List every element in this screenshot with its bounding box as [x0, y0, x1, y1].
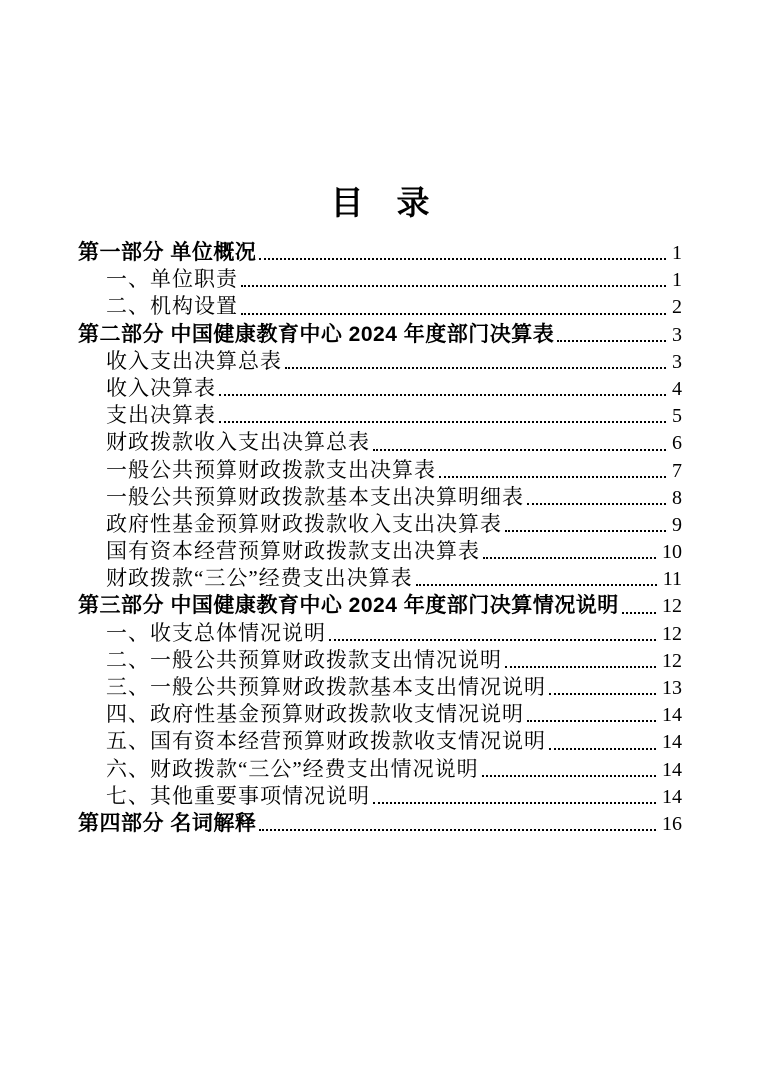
dot-leader — [554, 321, 668, 348]
toc-entry-label: 六、财政拨款“三公”经费支出情况说明 — [106, 756, 479, 781]
toc-entry — [78, 756, 682, 783]
page-title: 目 录 — [330, 186, 430, 222]
toc-entry-label: 支出决算表 — [106, 403, 216, 428]
toc-entry-page-number: 10 — [662, 541, 682, 564]
toc-entry-page-number: 11 — [662, 568, 682, 591]
dot-leader — [370, 783, 658, 810]
toc-entry — [78, 620, 682, 647]
toc-entry — [78, 348, 682, 375]
table-of-contents — [78, 239, 682, 837]
toc-entry-page-number: 7 — [672, 459, 682, 482]
toc-entry-page-number: 14 — [662, 785, 682, 808]
toc-entry-page-number: 6 — [672, 432, 682, 455]
toc-entry-page-number: 9 — [672, 513, 682, 536]
dot-leader — [238, 293, 668, 320]
toc-entry-label: 一般公共预算财政拨款基本支出决算明细表 — [106, 484, 524, 509]
toc-entry — [78, 511, 682, 538]
toc-entry-label: 政府性基金预算财政拨款收入支出决算表 — [106, 511, 502, 536]
dot-leader — [480, 538, 658, 565]
toc-entry-page-number: 2 — [672, 296, 682, 319]
toc-entry — [78, 728, 682, 755]
dot-leader — [413, 565, 659, 592]
toc-entry-label: 财政拨款“三公”经费支出决算表 — [106, 566, 413, 591]
toc-entry — [78, 484, 682, 511]
toc-entry — [78, 429, 682, 456]
toc-entry-page-number: 14 — [662, 731, 682, 754]
toc-entry-label: 五、国有资本经营预算财政拨款收支情况说明 — [106, 729, 546, 754]
toc-entry — [78, 783, 682, 810]
toc-entry — [78, 375, 682, 402]
dot-leader — [546, 728, 658, 755]
dot-leader — [436, 457, 668, 484]
toc-entry-page-number: 13 — [662, 677, 682, 699]
toc-entry-label: 三、一般公共预算财政拨款基本支出情况说明 — [106, 675, 546, 699]
toc-entry-label: 财政拨款收入支出决算总表 — [106, 430, 370, 455]
toc-entry-page-number: 3 — [672, 350, 682, 373]
toc-entry-page-number: 12 — [662, 595, 682, 618]
toc-entry — [78, 810, 682, 837]
dot-leader — [619, 592, 658, 619]
toc-entry-label: 二、一般公共预算财政拨款支出情况说明 — [106, 647, 502, 672]
toc-entry-label: 七、其他重要事项情况说明 — [106, 783, 370, 808]
toc-entry-label: 一、收支总体情况说明 — [106, 620, 326, 645]
toc-entry-page-number: 8 — [672, 486, 682, 509]
toc-entry — [78, 701, 682, 728]
toc-entry-page-number: 12 — [662, 622, 682, 645]
toc-entry — [78, 266, 682, 293]
toc-entry-page-number: 14 — [662, 758, 682, 781]
dot-leader — [282, 348, 668, 375]
dot-leader — [326, 620, 658, 647]
dot-leader — [479, 756, 658, 783]
dot-leader — [502, 647, 658, 674]
dot-leader — [546, 674, 658, 701]
toc-entry — [78, 402, 682, 429]
toc-entry-page-number: 5 — [672, 405, 682, 428]
toc-entry-label: 收入支出决算总表 — [106, 348, 282, 373]
dot-leader — [216, 402, 668, 429]
toc-entry — [78, 647, 682, 674]
dot-leader — [524, 484, 668, 511]
toc-entry-label: 第四部分 名词解释 — [78, 811, 257, 835]
toc-entry — [78, 457, 682, 484]
toc-entry-label: 收入决算表 — [106, 375, 216, 400]
toc-entry-label: 四、政府性基金预算财政拨款收支情况说明 — [106, 702, 524, 727]
dot-leader — [238, 266, 668, 293]
toc-entry-label: 二、机构设置 — [106, 294, 238, 319]
toc-entry-page-number: 14 — [662, 704, 682, 727]
toc-entry-label: 国有资本经营预算财政拨款支出决算表 — [106, 539, 480, 564]
toc-entry — [78, 565, 682, 592]
toc-entry — [78, 239, 682, 266]
toc-entry-page-number: 3 — [672, 323, 682, 346]
dot-leader — [216, 375, 668, 402]
toc-entry — [78, 674, 682, 701]
toc-entry-page-number: 4 — [672, 377, 682, 400]
toc-entry — [78, 538, 682, 565]
toc-entry — [78, 592, 682, 619]
dot-leader — [524, 701, 658, 728]
toc-entry-page-number: 1 — [672, 242, 682, 264]
dot-leader — [256, 810, 658, 837]
toc-entry-label: 一、单位职责 — [106, 267, 238, 292]
toc-entry-page-number: 12 — [662, 649, 682, 672]
toc-entry — [78, 293, 682, 320]
toc-entry-label: 一般公共预算财政拨款支出决算表 — [106, 457, 436, 482]
dot-leader — [502, 511, 668, 538]
toc-entry-page-number: 16 — [662, 812, 682, 835]
toc-entry-label: 第二部分 中国健康教育中心 2024 年度部门决算表 — [78, 322, 555, 346]
dot-leader — [256, 239, 668, 266]
toc-entry-page-number: 1 — [672, 269, 682, 292]
dot-leader — [370, 429, 668, 456]
toc-entry — [78, 321, 682, 348]
toc-entry-label: 第三部分 中国健康教育中心 2024 年度部门决算情况说明 — [78, 594, 619, 618]
toc-entry-label: 第一部分 单位概况 — [78, 241, 257, 264]
